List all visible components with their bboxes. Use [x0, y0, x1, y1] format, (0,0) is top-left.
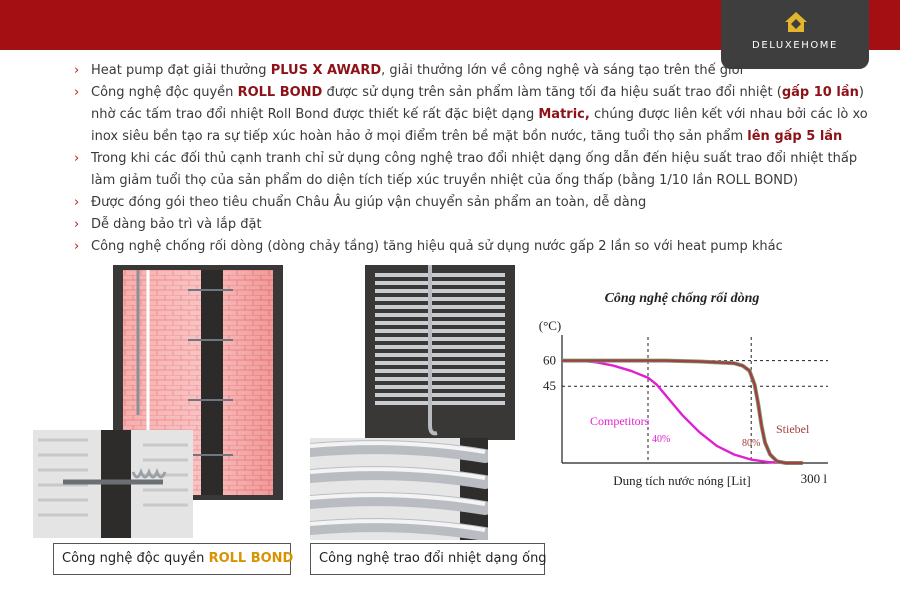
house-logo-icon [784, 11, 808, 33]
y-axis-label: (°C) [538, 318, 562, 333]
brand-name: DELUXEHOME [752, 40, 838, 51]
item-text: làm giảm tuổi thọ của sản phẩm do diện tích tiếp xúc truyền nhiệt của ống thấp (bằng 1/10 lần ROLL BOND) [91, 173, 799, 188]
chevron-right-icon: › [74, 85, 80, 100]
x-axis-label: Dung tích nước nóng [Lit] [613, 473, 751, 488]
competitors-percent-label: 40% [652, 434, 671, 445]
chevron-right-icon: › [74, 195, 80, 210]
competitors-series-label: Competitors [590, 414, 650, 428]
item-text: được sử dụng trên sản phẩm làm tăng tối đa hiệu suất trao đổi nhiệt ( [322, 85, 782, 100]
chevron-right-icon: › [74, 151, 80, 166]
chevron-right-icon: › [74, 217, 80, 232]
laminar-flow-chart [520, 285, 850, 500]
stiebel-line [562, 361, 803, 463]
item-highlight: gấp 10 lần [781, 85, 859, 100]
tube-detail-illustration [310, 438, 488, 540]
x-end-label: 300 l [800, 471, 827, 486]
rollbond-detail-illustration [33, 430, 193, 538]
tube-coil-illustration [365, 265, 515, 440]
rollbond-detail-image [33, 430, 193, 538]
tube-tank-image [365, 265, 515, 440]
item-text: Công nghệ độc quyền [91, 85, 238, 100]
y-tick-label: 45 [543, 378, 556, 394]
item-text: chúng được liên kết với nhau bởi các lò xo [589, 107, 868, 122]
item-highlight: lên gấp 5 lần [747, 129, 843, 144]
series-lines [562, 361, 803, 463]
item-text: ) [858, 85, 864, 100]
stiebel-percent-label: 80% [742, 438, 761, 449]
y-tick-label: 60 [543, 352, 556, 368]
tube-detail-image [310, 438, 488, 540]
chevron-right-icon: › [74, 239, 80, 254]
item-text: , giải thưởng lớn về công nghệ và sáng tạo trên thế giới [381, 63, 744, 78]
item-text: Dễ dàng bảo trì và lắp đặt [91, 217, 262, 232]
rollbond-caption [53, 543, 294, 575]
item-text: inox siêu bền tạo ra sự tiếp xúc hoàn hảo ở mọi điểm trên bề mặt bồn nước, tăng tuổi thọ sản phẩm [91, 129, 748, 144]
brand-logo-box [721, 0, 869, 69]
item-highlight: Matric, [538, 107, 590, 122]
caption-highlight: ROLL BOND [208, 551, 294, 566]
item-text: Được đóng gói theo tiêu chuẩn Châu Âu giúp vận chuyển sản phẩm an toàn, dễ dàng [91, 195, 647, 210]
item-text: Công nghệ chống rối dòng (dòng chảy tầng) tăng hiệu quả sử dụng nước gấp 2 lần so với heat pump khác [91, 239, 783, 254]
stiebel-series-label: Stiebel [776, 422, 810, 436]
caption-text: Công nghệ trao đổi nhiệt dạng ống [319, 551, 547, 566]
chart-title: Công nghệ chống rối dòng [604, 291, 760, 306]
caption-text: Công nghệ độc quyền [62, 551, 209, 566]
item-text: Heat pump đạt giải thưởng [91, 63, 271, 78]
guide-lines [562, 337, 828, 463]
item-highlight: PLUS X AWARD [270, 63, 382, 78]
item-text: nhờ các tấm trao đổi nhiệt Roll Bond được thiết kế rất đặc biệt dạng [91, 107, 539, 122]
tube-caption [310, 543, 545, 575]
y-ticks [543, 353, 556, 394]
item-text: Trong khi các đối thủ cạnh tranh chỉ sử dụng công nghệ trao đổi nhiệt dạng ống dẫn đến hiệu suất trao đổi nhiệt thấp [91, 151, 858, 166]
chevron-right-icon: › [74, 63, 80, 78]
item-highlight: ROLL BOND [237, 85, 323, 100]
